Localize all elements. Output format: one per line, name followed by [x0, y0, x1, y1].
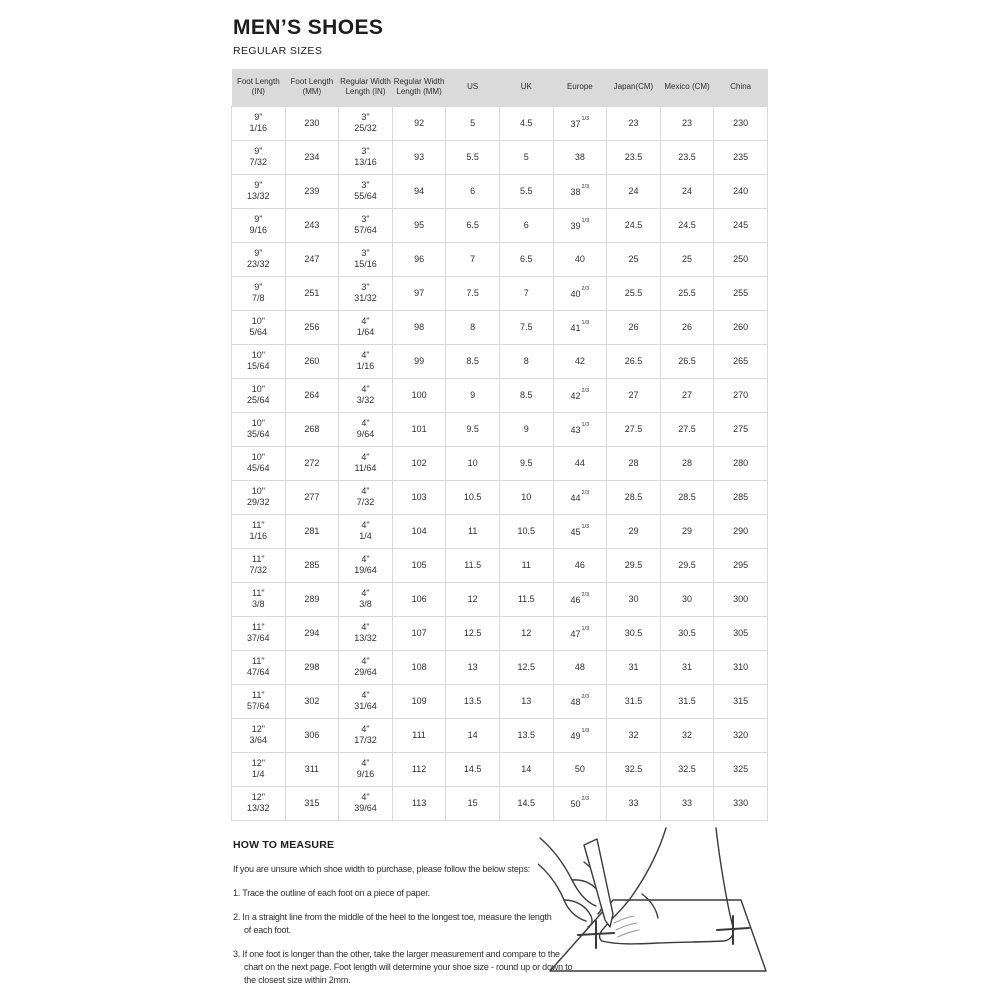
- table-cell: 42: [553, 344, 607, 378]
- table-cell: 107: [392, 616, 446, 650]
- table-header-cell: Regular Width Length (IN): [339, 69, 393, 106]
- table-header-cell: Foot Length (MM): [285, 69, 339, 106]
- table-row: [232, 752, 768, 786]
- table-header-cell: US: [446, 69, 500, 106]
- size-table-body: [232, 106, 768, 820]
- how-to-heading: HOW TO MEASURE: [233, 839, 335, 851]
- table-cell: 31: [660, 650, 714, 684]
- table-cell: 24: [607, 174, 661, 208]
- table-cell: 265: [714, 344, 768, 378]
- table-cell: 9" 23/32: [232, 242, 286, 276]
- table-row: [232, 208, 768, 242]
- table-cell: 6.5: [446, 208, 500, 242]
- table-cell: 11" 47/64: [232, 650, 286, 684]
- table-header-cell: Regular Width Length (MM): [392, 69, 446, 106]
- table-row: [232, 582, 768, 616]
- table-cell: 46: [553, 548, 607, 582]
- table-cell: 30: [607, 582, 661, 616]
- table-cell: 28: [660, 446, 714, 480]
- table-cell: $38^{2/3}$: [553, 174, 607, 208]
- how-to-step: 3. If one foot is longer than the other, take the larger measurement and compare to the chart on the next page. Foot length will determine your shoe size - round up or down to the closest size within 2mm.: [233, 949, 573, 985]
- table-cell: 10" 15/64: [232, 344, 286, 378]
- table-cell: 25.5: [660, 276, 714, 310]
- table-cell: 12.5: [499, 650, 553, 684]
- table-cell: 290: [714, 514, 768, 548]
- table-cell: 12.5: [446, 616, 500, 650]
- table-header-cell: Europe: [553, 69, 607, 106]
- table-cell: 26.5: [607, 344, 661, 378]
- table-cell: 4" 11/64: [339, 446, 393, 480]
- table-cell: 4.5: [499, 106, 553, 140]
- table-cell: 4" 1/64: [339, 310, 393, 344]
- table-cell: $37^{1/3}$: [553, 106, 607, 140]
- table-cell: 92: [392, 106, 446, 140]
- foot-tracing-illustration: [538, 824, 780, 1000]
- table-cell: 6.5: [499, 242, 553, 276]
- table-cell: 9: [499, 412, 553, 446]
- table-cell: 29.5: [660, 548, 714, 582]
- table-cell: 102: [392, 446, 446, 480]
- table-cell: 23.5: [607, 140, 661, 174]
- page-title: MEN’S SHOES: [233, 16, 384, 39]
- table-cell: 3" 31/32: [339, 276, 393, 310]
- table-cell: 93: [392, 140, 446, 174]
- heel-cross-mark: [717, 916, 749, 944]
- table-cell: 277: [285, 480, 339, 514]
- table-cell: 11: [446, 514, 500, 548]
- table-cell: 29: [660, 514, 714, 548]
- table-cell: 31.5: [660, 684, 714, 718]
- table-cell: 8.5: [499, 378, 553, 412]
- table-cell: 270: [714, 378, 768, 412]
- table-cell: 7.5: [446, 276, 500, 310]
- table-cell: 30.5: [607, 616, 661, 650]
- table-cell: 25: [660, 242, 714, 276]
- table-cell: 14.5: [499, 786, 553, 820]
- table-cell: 268: [285, 412, 339, 446]
- table-row: [232, 242, 768, 276]
- table-cell: 10" 35/64: [232, 412, 286, 446]
- table-cell: 32.5: [660, 752, 714, 786]
- table-cell: 11" 7/32: [232, 548, 286, 582]
- table-cell: 10" 29/32: [232, 480, 286, 514]
- table-cell: 9.5: [499, 446, 553, 480]
- table-cell: 250: [714, 242, 768, 276]
- table-cell: 294: [285, 616, 339, 650]
- table-cell: 9" 7/8: [232, 276, 286, 310]
- table-cell: 5.5: [446, 140, 500, 174]
- table-cell: 113: [392, 786, 446, 820]
- table-cell: 325: [714, 752, 768, 786]
- table-cell: 105: [392, 548, 446, 582]
- table-cell: 7: [446, 242, 500, 276]
- table-cell: 50: [553, 752, 607, 786]
- table-row: [232, 718, 768, 752]
- table-cell: 4" 3/32: [339, 378, 393, 412]
- title-block: [233, 16, 383, 57]
- table-cell: 108: [392, 650, 446, 684]
- table-cell: 32.5: [607, 752, 661, 786]
- table-header-cell: UK: [499, 69, 553, 106]
- table-cell: 28: [607, 446, 661, 480]
- table-cell: 305: [714, 616, 768, 650]
- table-cell: 310: [714, 650, 768, 684]
- table-row: [232, 616, 768, 650]
- table-cell: 4" 3/8: [339, 582, 393, 616]
- table-cell: 4" 7/32: [339, 480, 393, 514]
- table-cell: 11.5: [499, 582, 553, 616]
- table-cell: 306: [285, 718, 339, 752]
- table-cell: $39^{1/3}$: [553, 208, 607, 242]
- table-row: [232, 344, 768, 378]
- table-cell: 29.5: [607, 548, 661, 582]
- table-cell: 31.5: [607, 684, 661, 718]
- table-cell: 5.5: [499, 174, 553, 208]
- table-header-cell: Mexico (CM): [660, 69, 714, 106]
- table-cell: 4" 1/16: [339, 344, 393, 378]
- table-cell: 260: [285, 344, 339, 378]
- table-cell: 28.5: [660, 480, 714, 514]
- table-cell: 234: [285, 140, 339, 174]
- table-cell: 24.5: [660, 208, 714, 242]
- table-row: [232, 174, 768, 208]
- table-cell: 330: [714, 786, 768, 820]
- table-cell: 48: [553, 650, 607, 684]
- page-subtitle: REGULAR SIZES: [233, 45, 323, 57]
- table-row: [232, 514, 768, 548]
- table-cell: 13: [446, 650, 500, 684]
- table-cell: 3" 55/64: [339, 174, 393, 208]
- table-cell: 9" 13/32: [232, 174, 286, 208]
- table-cell: 285: [714, 480, 768, 514]
- table-cell: 12: [446, 582, 500, 616]
- table-row: [232, 276, 768, 310]
- table-cell: 9.5: [446, 412, 500, 446]
- table-cell: 11" 1/16: [232, 514, 286, 548]
- table-cell: 280: [714, 446, 768, 480]
- table-cell: 4" 13/32: [339, 616, 393, 650]
- table-cell: 4" 9/16: [339, 752, 393, 786]
- table-cell: 7.5: [499, 310, 553, 344]
- table-cell: 13.5: [499, 718, 553, 752]
- foot-outline: [600, 828, 734, 944]
- table-cell: 256: [285, 310, 339, 344]
- trace-marks: [614, 916, 639, 937]
- table-cell: 10: [446, 446, 500, 480]
- table-cell: 26: [660, 310, 714, 344]
- table-cell: 298: [285, 650, 339, 684]
- table-cell: 27.5: [607, 412, 661, 446]
- table-cell: 260: [714, 310, 768, 344]
- table-cell: 104: [392, 514, 446, 548]
- table-cell: 315: [285, 786, 339, 820]
- table-cell: 32: [607, 718, 661, 752]
- table-cell: 9" 9/16: [232, 208, 286, 242]
- table-cell: 300: [714, 582, 768, 616]
- table-cell: 3" 57/64: [339, 208, 393, 242]
- table-cell: 27.5: [660, 412, 714, 446]
- table-cell: 10.5: [446, 480, 500, 514]
- table-cell: $46^{2/3}$: [553, 582, 607, 616]
- table-cell: 12" 13/32: [232, 786, 286, 820]
- table-cell: 8: [446, 310, 500, 344]
- table-cell: $49^{1/3}$: [553, 718, 607, 752]
- table-cell: 27: [660, 378, 714, 412]
- table-row: [232, 310, 768, 344]
- table-cell: 11.5: [446, 548, 500, 582]
- table-cell: 13.5: [446, 684, 500, 718]
- table-row: [232, 480, 768, 514]
- table-cell: 11" 37/64: [232, 616, 286, 650]
- table-cell: 9" 1/16: [232, 106, 286, 140]
- table-cell: $48^{2/3}$: [553, 684, 607, 718]
- table-cell: 3" 15/16: [339, 242, 393, 276]
- table-cell: 11: [499, 548, 553, 582]
- table-cell: 98: [392, 310, 446, 344]
- table-row: [232, 106, 768, 140]
- table-row: [232, 684, 768, 718]
- table-cell: 24: [660, 174, 714, 208]
- table-cell: 14.5: [446, 752, 500, 786]
- table-cell: 23.5: [660, 140, 714, 174]
- table-cell: 13: [499, 684, 553, 718]
- table-cell: 10: [499, 480, 553, 514]
- table-cell: 243: [285, 208, 339, 242]
- table-cell: 6: [446, 174, 500, 208]
- table-cell: 281: [285, 514, 339, 548]
- table-cell: 240: [714, 174, 768, 208]
- table-cell: 97: [392, 276, 446, 310]
- how-to-steps: [233, 887, 573, 987]
- table-row: [232, 378, 768, 412]
- table-cell: 4" 9/64: [339, 412, 393, 446]
- table-cell: 247: [285, 242, 339, 276]
- table-cell: 9" 7/32: [232, 140, 286, 174]
- table-cell: 28.5: [607, 480, 661, 514]
- table-cell: 275: [714, 412, 768, 446]
- table-cell: 8: [499, 344, 553, 378]
- table-cell: 10.5: [499, 514, 553, 548]
- table-cell: 23: [660, 106, 714, 140]
- table-cell: 239: [285, 174, 339, 208]
- table-cell: 4" 39/64: [339, 786, 393, 820]
- table-cell: 109: [392, 684, 446, 718]
- table-cell: 14: [446, 718, 500, 752]
- table-cell: 27: [607, 378, 661, 412]
- table-cell: 5: [499, 140, 553, 174]
- table-cell: 10" 5/64: [232, 310, 286, 344]
- table-cell: 12: [499, 616, 553, 650]
- table-cell: 38: [553, 140, 607, 174]
- table-cell: 11" 3/8: [232, 582, 286, 616]
- table-cell: 4" 31/64: [339, 684, 393, 718]
- how-to-intro: If you are unsure which shoe width to purchase, please follow the below steps:: [233, 864, 531, 874]
- table-cell: $43^{1/3}$: [553, 412, 607, 446]
- table-cell: 94: [392, 174, 446, 208]
- table-cell: 26: [607, 310, 661, 344]
- ankle-line: [642, 894, 658, 918]
- table-cell: 8.5: [446, 344, 500, 378]
- table-cell: 30.5: [660, 616, 714, 650]
- table-cell: 264: [285, 378, 339, 412]
- table-cell: 5: [446, 106, 500, 140]
- table-cell: 33: [660, 786, 714, 820]
- table-cell: 95: [392, 208, 446, 242]
- table-cell: 6: [499, 208, 553, 242]
- table-row: [232, 446, 768, 480]
- table-cell: 106: [392, 582, 446, 616]
- table-cell: 33: [607, 786, 661, 820]
- table-cell: 31: [607, 650, 661, 684]
- table-cell: 230: [285, 106, 339, 140]
- table-cell: 4" 29/64: [339, 650, 393, 684]
- table-cell: 111: [392, 718, 446, 752]
- table-cell: $45^{1/3}$: [553, 514, 607, 548]
- how-to-step: 2. In a straight line from the middle of the heel to the longest toe, measure the length of each foot.: [233, 912, 552, 935]
- table-cell: 112: [392, 752, 446, 786]
- table-cell: 235: [714, 140, 768, 174]
- table-cell: 230: [714, 106, 768, 140]
- table-cell: 99: [392, 344, 446, 378]
- table-cell: 9: [446, 378, 500, 412]
- table-cell: 24.5: [607, 208, 661, 242]
- table-row: [232, 548, 768, 582]
- table-header-cell: China: [714, 69, 768, 106]
- table-cell: 10" 45/64: [232, 446, 286, 480]
- table-row: [232, 412, 768, 446]
- table-cell: 315: [714, 684, 768, 718]
- table-cell: 32: [660, 718, 714, 752]
- table-cell: 30: [660, 582, 714, 616]
- table-cell: 25: [607, 242, 661, 276]
- table-cell: $41^{1/3}$: [553, 310, 607, 344]
- table-cell: 3" 13/16: [339, 140, 393, 174]
- table-cell: 289: [285, 582, 339, 616]
- table-cell: 23: [607, 106, 661, 140]
- table-cell: 11" 57/64: [232, 684, 286, 718]
- how-to-step: 1. Trace the outline of each foot on a piece of paper.: [233, 888, 430, 898]
- table-cell: 245: [714, 208, 768, 242]
- table-cell: 3" 25/32: [339, 106, 393, 140]
- table-cell: 15: [446, 786, 500, 820]
- table-cell: 101: [392, 412, 446, 446]
- table-cell: $40^{2/3}$: [553, 276, 607, 310]
- table-header-cell: Japan(CM): [607, 69, 661, 106]
- table-cell: 100: [392, 378, 446, 412]
- table-cell: 295: [714, 548, 768, 582]
- table-cell: 40: [553, 242, 607, 276]
- table-cell: 320: [714, 718, 768, 752]
- table-row: [232, 786, 768, 820]
- table-cell: 103: [392, 480, 446, 514]
- table-cell: 26.5: [660, 344, 714, 378]
- table-header-row: [232, 69, 768, 106]
- table-cell: 311: [285, 752, 339, 786]
- table-cell: 255: [714, 276, 768, 310]
- size-table-head: [232, 69, 768, 106]
- table-cell: 302: [285, 684, 339, 718]
- table-cell: 251: [285, 276, 339, 310]
- table-cell: 4" 1/4: [339, 514, 393, 548]
- table-row: [232, 140, 768, 174]
- table-header-cell: Foot Length (IN): [232, 69, 286, 106]
- table-cell: 12" 3/64: [232, 718, 286, 752]
- table-row: [232, 650, 768, 684]
- table-cell: 25.5: [607, 276, 661, 310]
- table-cell: $50^{2/3}$: [553, 786, 607, 820]
- how-to-measure-section: [233, 839, 573, 998]
- table-cell: 272: [285, 446, 339, 480]
- table-cell: 4" 19/64: [339, 548, 393, 582]
- table-cell: $47^{1/3}$: [553, 616, 607, 650]
- table-cell: 285: [285, 548, 339, 582]
- size-table: [231, 69, 768, 821]
- table-cell: $44^{2/3}$: [553, 480, 607, 514]
- table-cell: $42^{2/3}$: [553, 378, 607, 412]
- table-cell: 4" 17/32: [339, 718, 393, 752]
- table-cell: 14: [499, 752, 553, 786]
- table-cell: 44: [553, 446, 607, 480]
- table-cell: 12" 1/4: [232, 752, 286, 786]
- table-cell: 7: [499, 276, 553, 310]
- table-cell: 10" 25/64: [232, 378, 286, 412]
- table-cell: 96: [392, 242, 446, 276]
- table-cell: 29: [607, 514, 661, 548]
